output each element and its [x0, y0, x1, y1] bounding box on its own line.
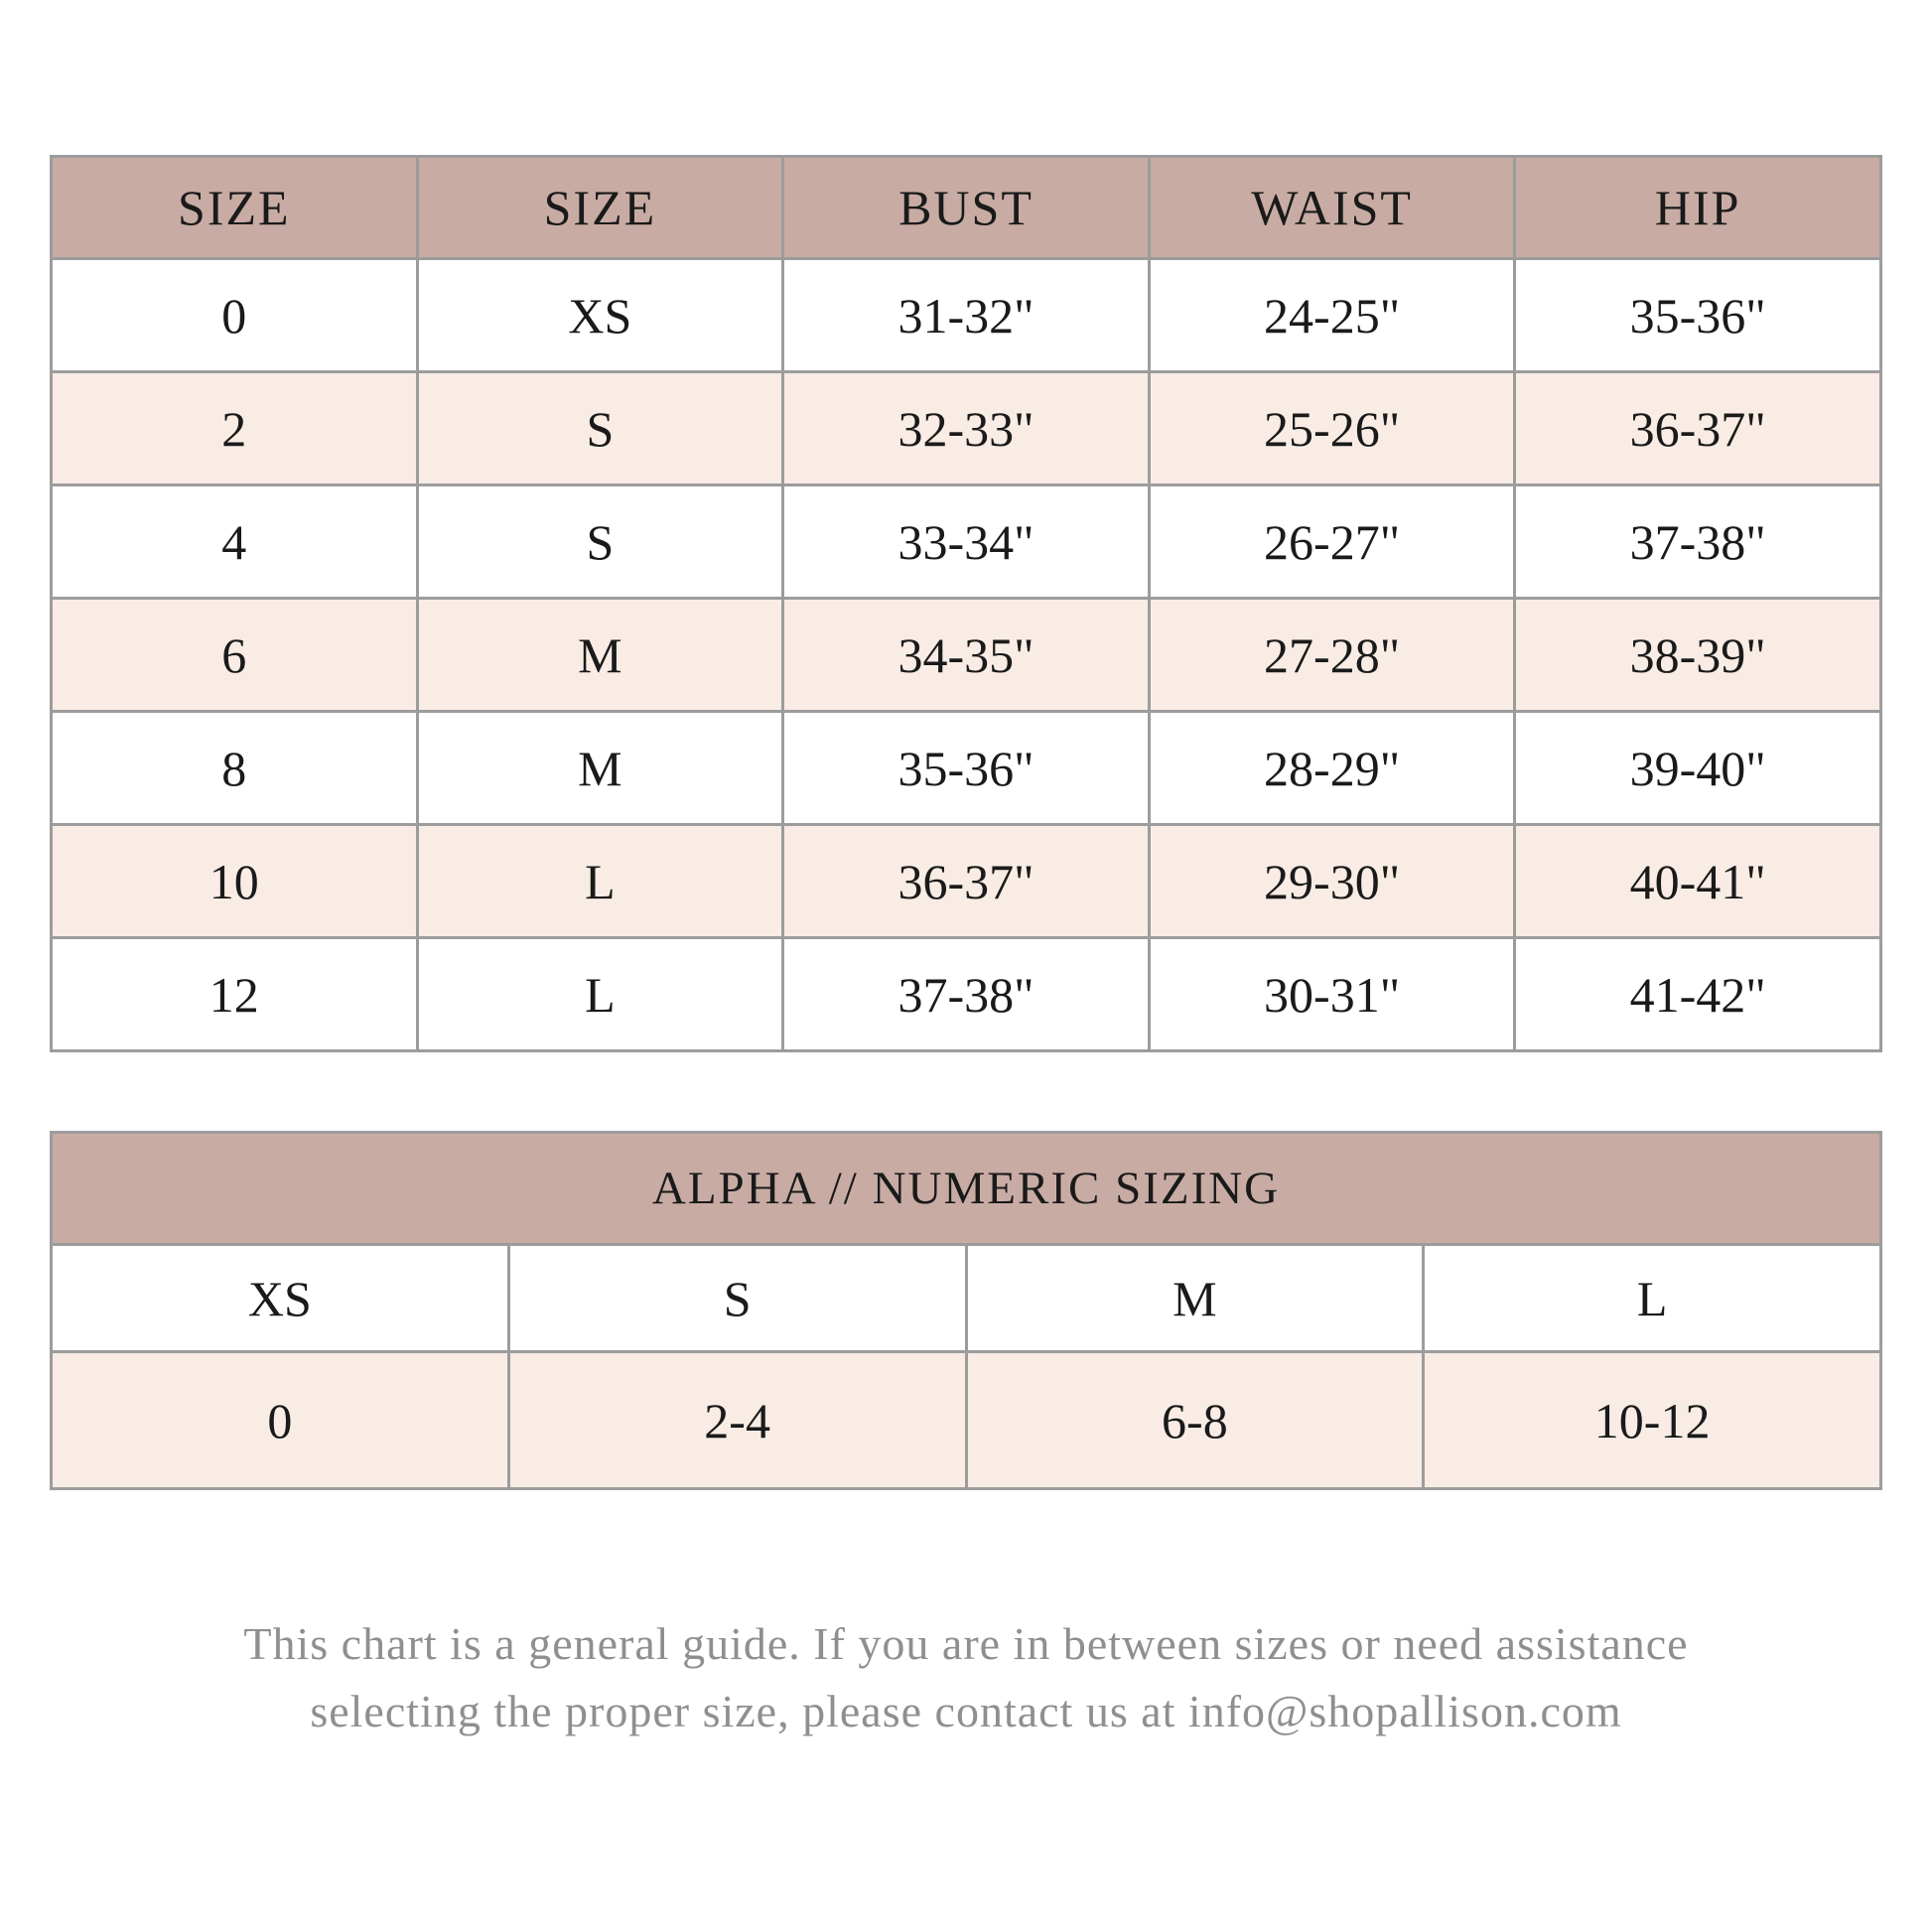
- size-table-cell: L: [417, 938, 783, 1051]
- size-table-cell: XS: [417, 259, 783, 372]
- size-table-cell: S: [417, 485, 783, 599]
- alpha-label-cell-s: S: [508, 1245, 966, 1352]
- size-table-cell: 4: [52, 485, 418, 599]
- footer-note-line2: selecting the proper size, please contact us at info@shopallison.com: [310, 1686, 1622, 1736]
- alpha-value-cell: 6-8: [966, 1352, 1424, 1489]
- size-table-cell: 35-36": [783, 712, 1150, 825]
- size-table-cell: 41-42": [1515, 938, 1881, 1051]
- size-table-cell: M: [417, 712, 783, 825]
- column-header-size-0: SIZE: [52, 157, 418, 259]
- size-table-cell: 34-35": [783, 599, 1150, 712]
- size-table-cell: 38-39": [1515, 599, 1881, 712]
- column-header-hip-4: HIP: [1515, 157, 1881, 259]
- size-row-8: [52, 712, 1881, 825]
- size-row-2: [52, 372, 1881, 485]
- size-row-4: [52, 485, 1881, 599]
- alpha-table-title: ALPHA // NUMERIC SIZING: [52, 1133, 1881, 1245]
- alpha-labels-row: [52, 1245, 1881, 1352]
- size-table-cell: 8: [52, 712, 418, 825]
- measurement-size-table: [50, 155, 1882, 1052]
- column-header-bust-2: BUST: [783, 157, 1150, 259]
- size-table-cell: 37-38": [1515, 485, 1881, 599]
- footer-note: [0, 1610, 1932, 1745]
- size-table-cell: 10: [52, 825, 418, 938]
- size-table-cell: L: [417, 825, 783, 938]
- size-table-cell: 2: [52, 372, 418, 485]
- size-table-cell: 33-34": [783, 485, 1150, 599]
- size-table-cell: S: [417, 372, 783, 485]
- alpha-value-cell: 2-4: [508, 1352, 966, 1489]
- size-table-cell: 30-31": [1149, 938, 1515, 1051]
- size-table-cell: 12: [52, 938, 418, 1051]
- size-table-cell: 36-37": [783, 825, 1150, 938]
- size-table-cell: 25-26": [1149, 372, 1515, 485]
- size-table-cell: 28-29": [1149, 712, 1515, 825]
- alpha-label-cell-l: L: [1424, 1245, 1881, 1352]
- alpha-label-cell-xs: XS: [52, 1245, 509, 1352]
- size-row-6: [52, 599, 1881, 712]
- column-header-waist-3: WAIST: [1149, 157, 1515, 259]
- size-table-cell: M: [417, 599, 783, 712]
- alpha-numeric-table: [50, 1131, 1882, 1490]
- measurement-header-row: [52, 157, 1881, 259]
- size-table-cell: 36-37": [1515, 372, 1881, 485]
- alpha-values-row: [52, 1352, 1881, 1489]
- size-table-cell: 37-38": [783, 938, 1150, 1051]
- size-row-0: [52, 259, 1881, 372]
- measurement-table-header: [52, 157, 1881, 259]
- alpha-table-header: [52, 1133, 1881, 1245]
- size-table-cell: 29-30": [1149, 825, 1515, 938]
- alpha-label-cell-m: M: [966, 1245, 1424, 1352]
- size-table-cell: 0: [52, 259, 418, 372]
- size-table-cell: 27-28": [1149, 599, 1515, 712]
- footer-note-line1: This chart is a general guide. If you are in between sizes or need assistance: [243, 1618, 1689, 1669]
- alpha-value-cell: 10-12: [1424, 1352, 1881, 1489]
- size-table-cell: 32-33": [783, 372, 1150, 485]
- column-header-size-1: SIZE: [417, 157, 783, 259]
- size-table-cell: 31-32": [783, 259, 1150, 372]
- size-table-cell: 26-27": [1149, 485, 1515, 599]
- size-table-cell: 35-36": [1515, 259, 1881, 372]
- alpha-title-row: [52, 1133, 1881, 1245]
- size-table-cell: 40-41": [1515, 825, 1881, 938]
- alpha-table-body: [52, 1245, 1881, 1489]
- size-table-cell: 6: [52, 599, 418, 712]
- measurement-table-body: [52, 259, 1881, 1051]
- alpha-value-cell: 0: [52, 1352, 509, 1489]
- size-table-cell: 39-40": [1515, 712, 1881, 825]
- size-table-cell: 24-25": [1149, 259, 1515, 372]
- size-row-10: [52, 825, 1881, 938]
- size-row-12: [52, 938, 1881, 1051]
